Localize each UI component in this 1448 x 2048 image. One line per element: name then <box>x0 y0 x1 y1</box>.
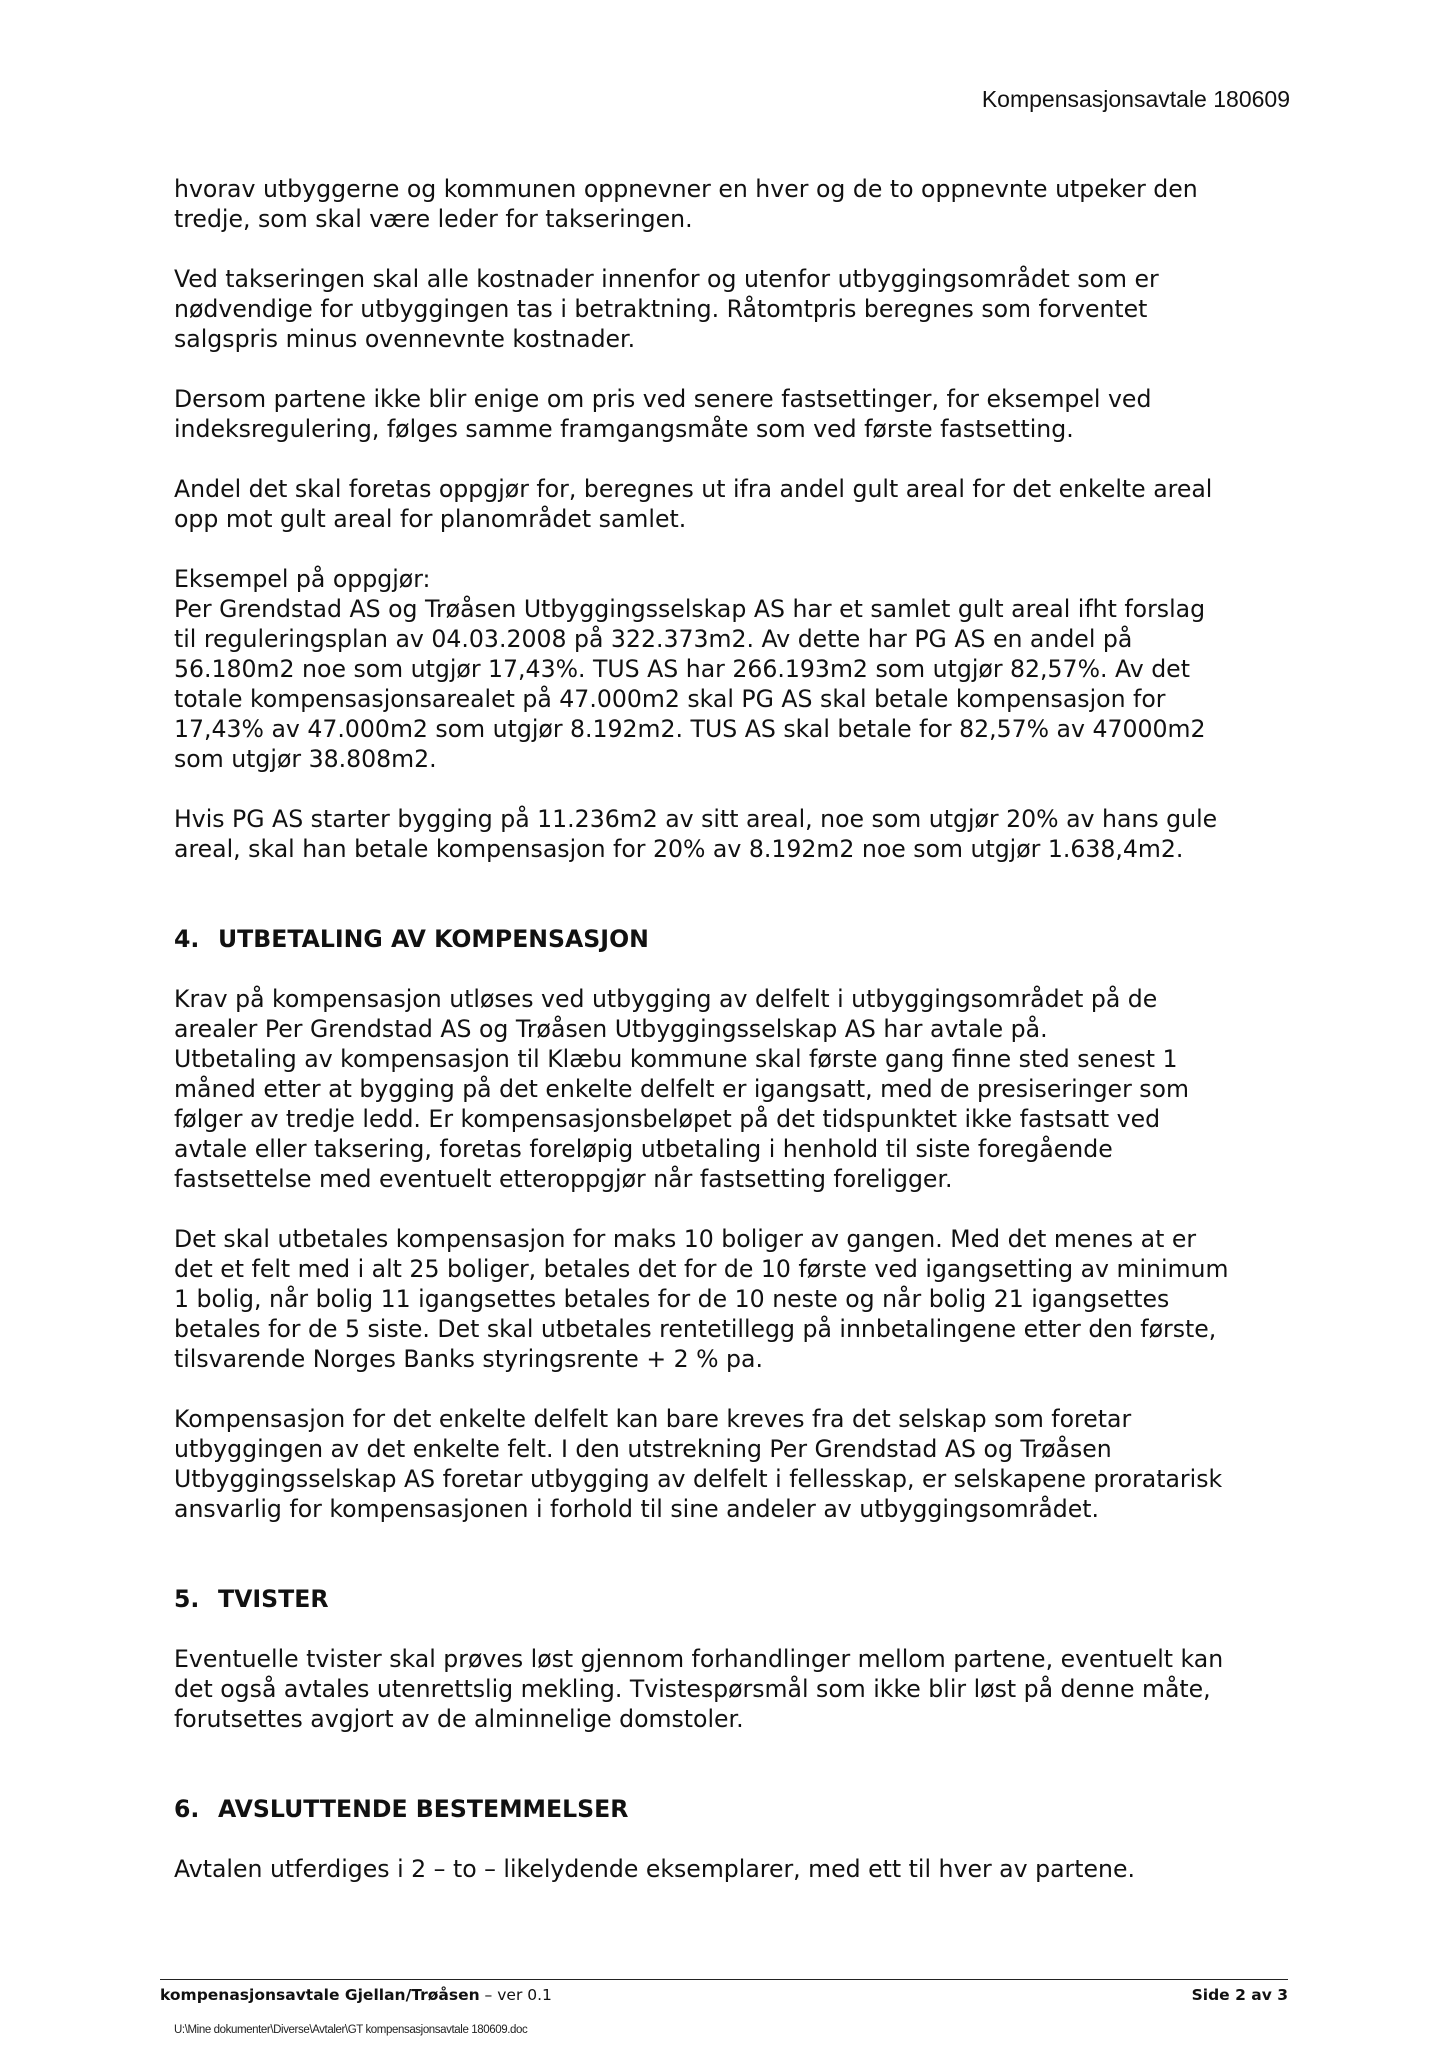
section-number: 4. <box>174 925 200 953</box>
paragraph-maks-boliger: Det skal utbetales kompensasjon for maks 10 boliger av gangen. Med det menes at er det et felt med i alt 25 boliger, betales det for de 10 første ved igangsetting av minimum 1 bolig, når bolig 11 igangsettes betales for de 10 neste og når bolig 21 igangsettes betales for de 5 siste. Det skal utbetales rentetillegg på innbetalingene etter den første, tilsvarende Norges Banks styringsrente + 2 % pa. <box>174 1225 1229 1373</box>
section-heading-tvister <box>174 1584 1294 1614</box>
section-title: TVISTER <box>218 1585 329 1613</box>
paragraph-senere-fastsetting: Dersom partene ikke blir enige om pris ved senere fastsettinger, for eksempel ved indeksregulering, følges samme framgangsmåte som ved første fastsetting. <box>174 385 1152 443</box>
footer-doc-name: kompenasjonsavtale Gjellan/Trøåsen <box>160 1986 480 2004</box>
footer-document-info <box>160 1986 552 2004</box>
section-title: AVSLUTTENDE BESTEMMELSER <box>218 1795 629 1823</box>
footer-version: – ver 0.1 <box>479 1986 552 2004</box>
paragraph-delfelt-ansvar: Kompensasjon for det enkelte delfelt kan bare kreves fra det selskap som foretar utbyggingen av det enkelte felt. I den utstrekning Per Grendstad AS og Trøåsen Utbyggingsselskap AS foretar utbygging av delfelt i fellesskap, er selskapene proratarisk ansvarlig for kompensasjonen i forhold til sine andeler av utbyggingsområdet. <box>174 1405 1223 1523</box>
paragraph-takst-kostnader: Ved takseringen skal alle kostnader innenfor og utenfor utbyggingsområdet som er nødvendige for utbyggingen tas i betraktning. Råtomtpris beregnes som forventet salgspris minus ovennevnte kostnader. <box>174 265 1159 353</box>
paragraph-andel-oppgjor: Andel det skal foretas oppgjør for, beregnes ut ifra andel gult areal for det enkelte areal opp mot gult areal for planområdet samlet. <box>174 475 1213 533</box>
paragraph-eksemplarer: Avtalen utferdiges i 2 – to – likelydende eksemplarer, med ett til hver av partene. <box>174 1855 1135 1883</box>
section-heading-utbetaling <box>174 924 1294 954</box>
section-heading-avsluttende <box>174 1794 1294 1824</box>
section-number: 6. <box>174 1795 200 1823</box>
section-number: 5. <box>174 1585 200 1613</box>
file-path: U:\Mine dokumenter\Diverse\Avtaler\GT kompensasjonsavtale 180609.doc <box>174 2024 528 2036</box>
paragraph-tvister: Eventuelle tvister skal prøves løst gjennom forhandlinger mellom partene, eventuelt kan det også avtales utenrettslig mekling. Tvistespørsmål som ikke blir løst på denne måte, forutsettes avgjort av de alminnelige domstoler. <box>174 1645 1224 1733</box>
paragraph-takst-leder: hvorav utbyggerne og kommunen oppnevner en hver og de to oppnevnte utpeker den tredje, som skal være leder for takseringen. <box>174 175 1198 233</box>
footer-page-number: Side 2 av 3 <box>1191 1986 1288 2004</box>
paragraph-krav-kompensasjon: Krav på kompensasjon utløses ved utbygging av delfelt i utbyggingsområdet på de arealer Per Grendstad AS og Trøåsen Utbyggingsselskap AS har avtale på. Utbetaling av kompensasjon til Klæbu kommune skal første gang finne sted senest 1 måned etter at bygging på det enkelte delfelt er igangsatt, med de presiseringer som følger av tredje ledd. Er kompensasjonsbeløpet på det tidspunktet ikke fastsatt ved avtale eller taksering, foretas foreløpig utbetaling i henhold til siste foregående fastsettelse med eventuelt etteroppgjør når fastsetting foreligger. <box>174 985 1189 1193</box>
paragraph-eksempel-oppgjor: Eksempel på oppgjør: Per Grendstad AS og Trøåsen Utbyggingsselskap AS har et samlet gult areal ifht forslag til reguleringsplan av 04.03.2008 på 322.373m2. Av dette har PG AS en andel på 56.180m2 noe som utgjør 17,43%. TUS AS har 266.193m2 som utgjør 82,57%. Av det totale kompensasjonsarealet på 47.000m2 skal PG AS skal betale kompensasjon for 17,43% av 47.000m2 som utgjør 8.192m2. TUS AS skal betale for 82,57% av 47000m2 som utgjør 38.808m2. <box>174 565 1206 773</box>
section-title: UTBETALING AV KOMPENSASJON <box>218 925 649 953</box>
document-body <box>174 174 1294 1914</box>
paragraph-eksempel-bygging: Hvis PG AS starter bygging på 11.236m2 av sitt areal, noe som utgjør 20% av hans gule areal, skal han betale kompensasjon for 20% av 8.192m2 noe som utgjør 1.638,4m2. <box>174 805 1218 863</box>
page-header-title: Kompensasjonsavtale 180609 <box>981 86 1290 112</box>
page-footer <box>160 1979 1288 2004</box>
